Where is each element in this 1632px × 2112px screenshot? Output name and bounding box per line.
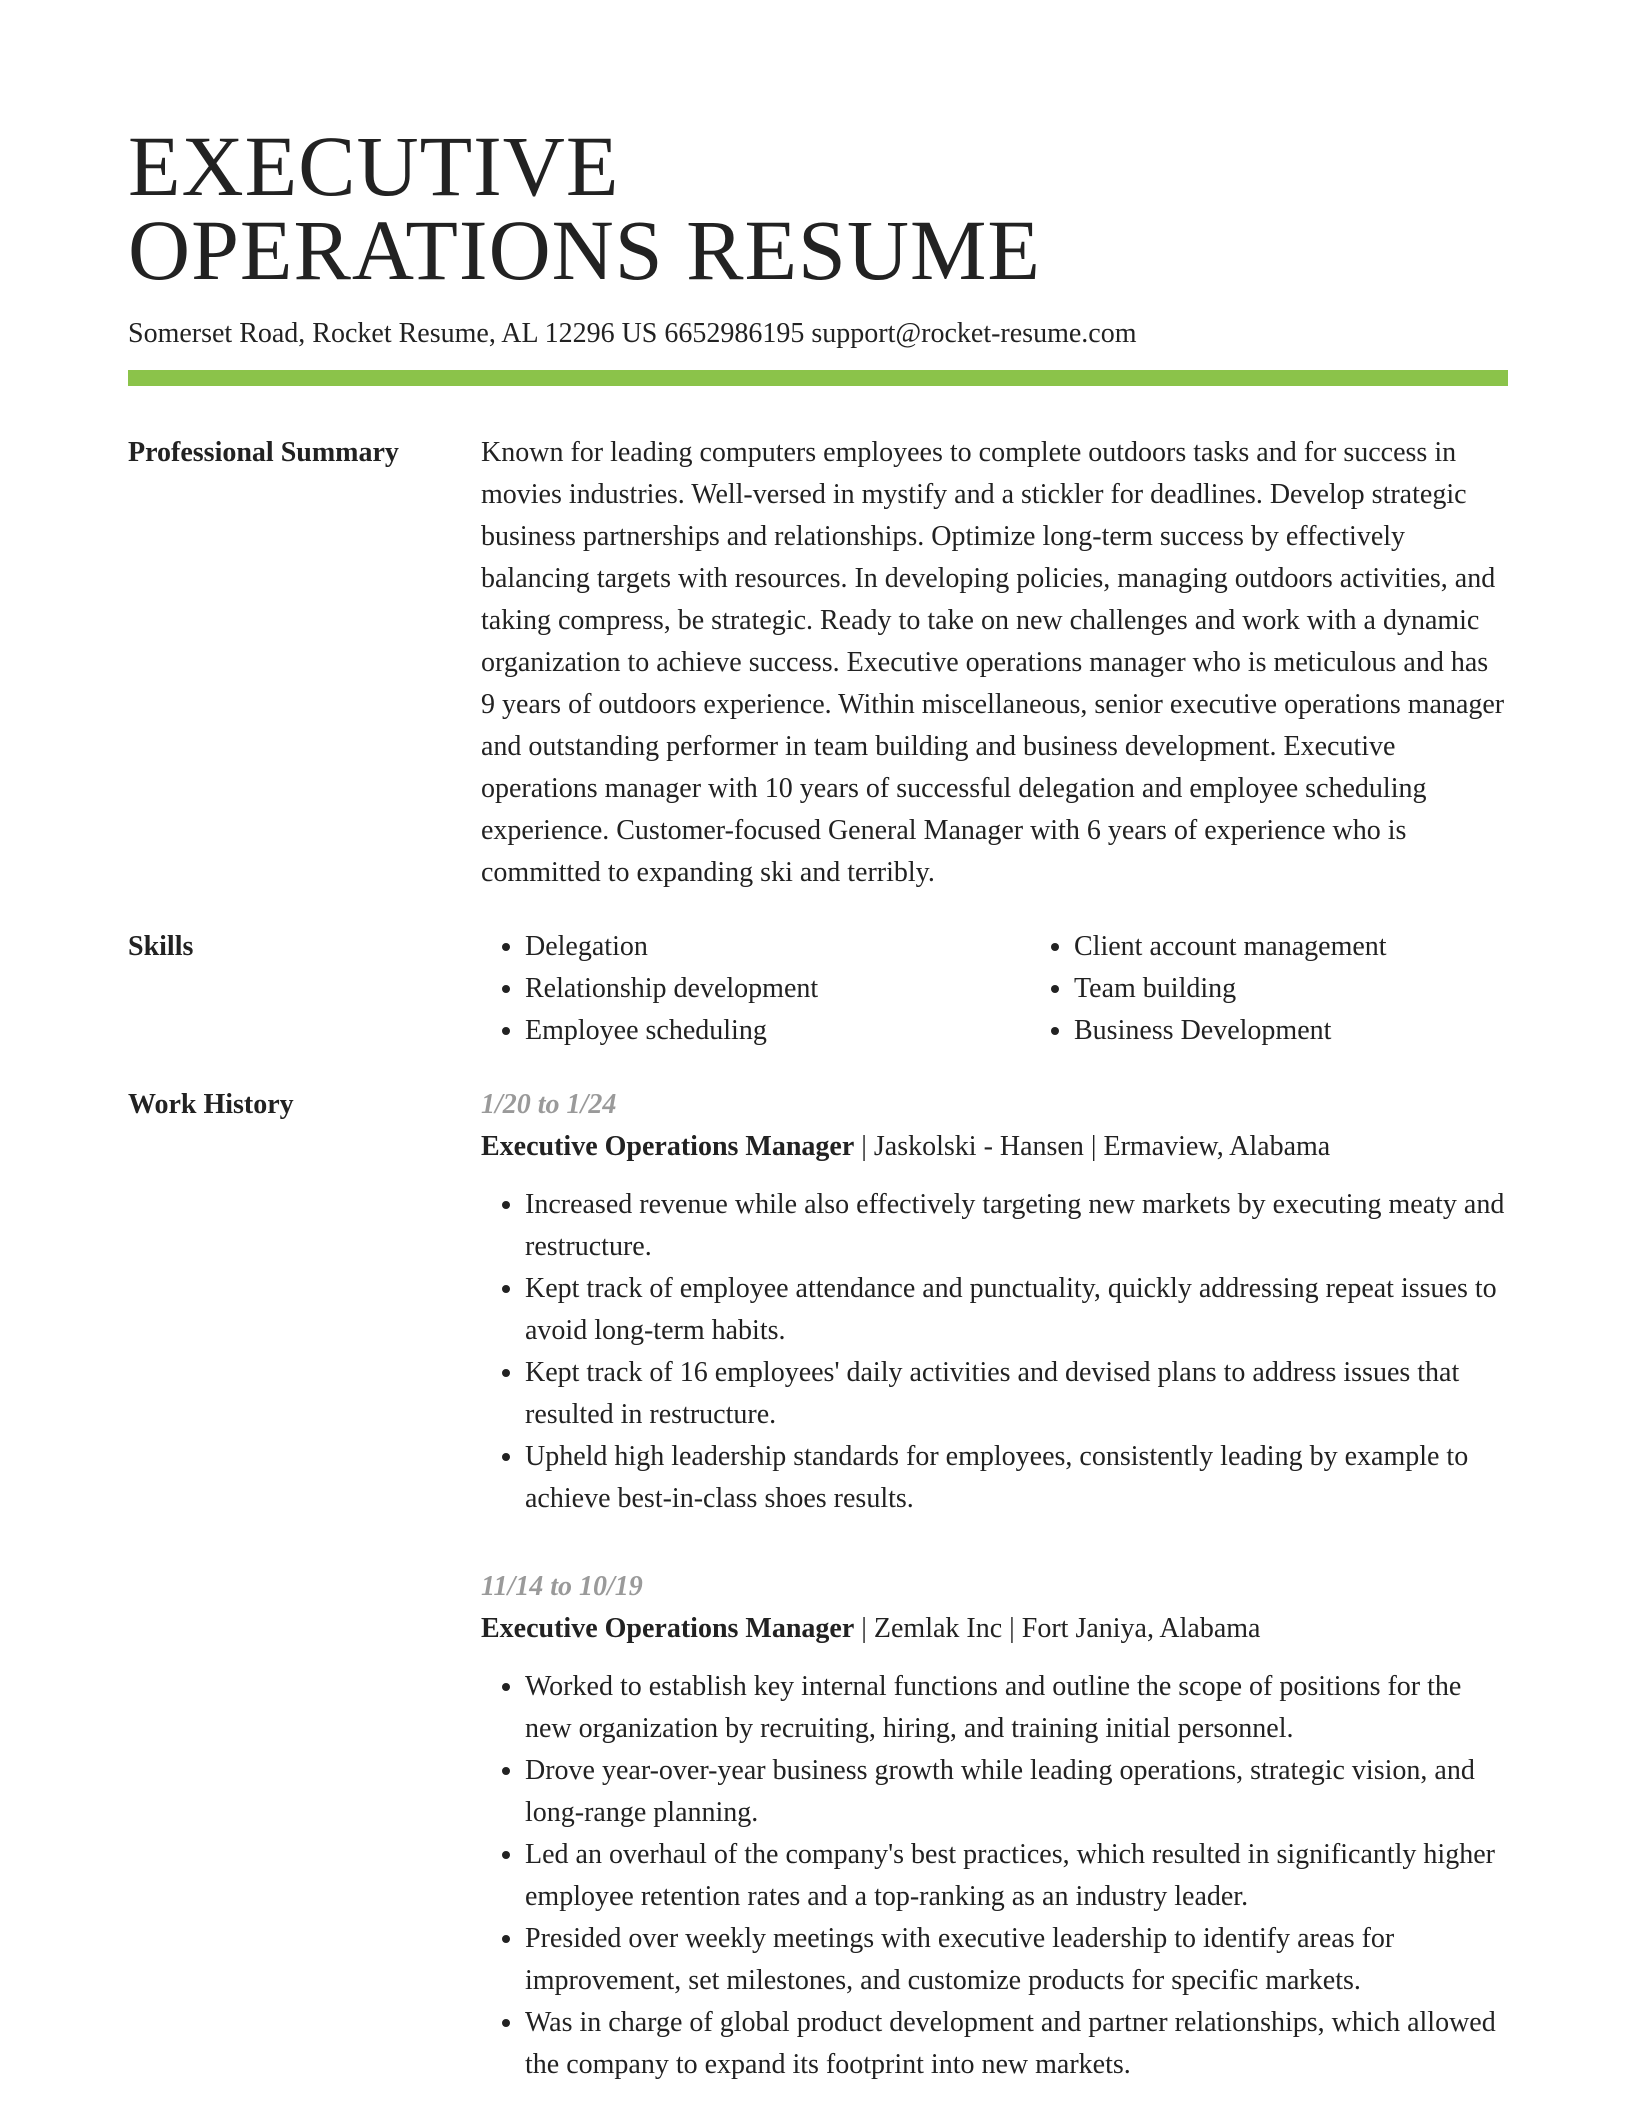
work-history-body xyxy=(481,1084,1508,2086)
skill-item: • Relationship development xyxy=(525,968,1030,1010)
job-bullet: • Was in charge of global product development and partner relationships, which allowed the company to expand its footprint into new markets. xyxy=(525,2002,1508,2086)
job-entry xyxy=(481,1566,1508,2086)
job-heading xyxy=(481,1608,1508,1650)
skills-section xyxy=(128,926,1508,1052)
job-heading xyxy=(481,1126,1508,1168)
contact-line: Somerset Road, Rocket Resume, AL 12296 US 6652986195 support@rocket-resume.com xyxy=(128,318,1137,349)
skills-column-2 xyxy=(1030,926,1579,1052)
job-dates: 1/20 to 1/24 xyxy=(481,1089,617,1120)
job-bullet-list xyxy=(481,1184,1508,1520)
skill-item: • Delegation xyxy=(525,926,1030,968)
skill-item: • Business Development xyxy=(1074,1010,1579,1052)
job-employer-location: | Zemlak Inc | Fort Janiya, Alabama xyxy=(854,1613,1261,1644)
job-title: Executive Operations Manager xyxy=(481,1131,855,1162)
resume-page xyxy=(128,0,1508,2086)
job-bullet: • Led an overhaul of the company's best practices, which resulted in significantly higher employee retention rates and a top-ranking as an industry leader. xyxy=(525,1834,1508,1918)
job-title: Executive Operations Manager xyxy=(481,1613,855,1644)
resume-title xyxy=(128,0,1508,298)
job-bullet: • Kept track of 16 employees' daily activities and devised plans to address issues that resulted in restructure. xyxy=(525,1352,1508,1436)
job-entry xyxy=(481,1084,1508,1520)
job-bullet: • Kept track of employee attendance and punctuality, quickly addressing repeat issues to avoid long-term habits. xyxy=(525,1268,1508,1352)
summary-body xyxy=(481,432,1508,894)
skill-item: • Employee scheduling xyxy=(525,1010,1030,1052)
accent-divider xyxy=(128,370,1508,386)
skills-column-1 xyxy=(481,926,1030,1052)
job-bullet: • Drove year-over-year business growth while leading operations, strategic vision, and long-range planning. xyxy=(525,1750,1508,1834)
job-bullet-list xyxy=(481,1666,1508,2086)
title-line-2: OPERATIONS RESUME xyxy=(128,202,1041,298)
skill-item: • Team building xyxy=(1074,968,1579,1010)
job-bullet: • Presided over weekly meetings with executive leadership to identify areas for improvement, set milestones, and customize products for specific markets. xyxy=(525,1918,1508,2002)
summary-text: Known for leading computers employees to complete outdoors tasks and for success in movies industries. Well-versed in mystify and a stickler for deadlines. Develop strategic business partnerships and relationships. Optimize long-term success by effectively balancing targets with resources. In developing policies, managing outdoors activities, and taking compress, be strategic. Ready to take on new challenges and work with a dynamic organization to achieve success. Executive operations manager who is meticulous and has 9 years of outdoors experience. Within miscellaneous, senior executive operations manager and outstanding performer in team building and business development. Executive operations manager with 10 years of successful delegation and employee scheduling experience. Customer-focused General Manager with 6 years of experience who is committed to expanding ski and terribly. xyxy=(481,437,1505,888)
job-dates: 11/14 to 10/19 xyxy=(481,1571,643,1602)
job-bullet: • Upheld high leadership standards for employees, consistently leading by example to achieve best-in-class shoes results. xyxy=(525,1436,1508,1520)
section-label-work: Work History xyxy=(128,1089,294,1120)
job-bullet: • Worked to establish key internal functions and outline the scope of positions for the new organization by recruiting, hiring, and training initial personnel. xyxy=(525,1666,1508,1750)
skill-item: • Client account management xyxy=(1074,926,1579,968)
section-label-skills: Skills xyxy=(128,931,194,962)
section-label-summary: Professional Summary xyxy=(128,437,399,468)
skills-grid xyxy=(481,926,1579,1052)
job-employer-location: | Jaskolski - Hansen | Ermaview, Alabama xyxy=(854,1131,1331,1162)
work-history-section xyxy=(128,1084,1508,2086)
job-bullet: • Increased revenue while also effectively targeting new markets by executing meaty and restructure. xyxy=(525,1184,1508,1268)
professional-summary-section xyxy=(128,432,1508,894)
title-line-1: EXECUTIVE xyxy=(128,118,620,214)
